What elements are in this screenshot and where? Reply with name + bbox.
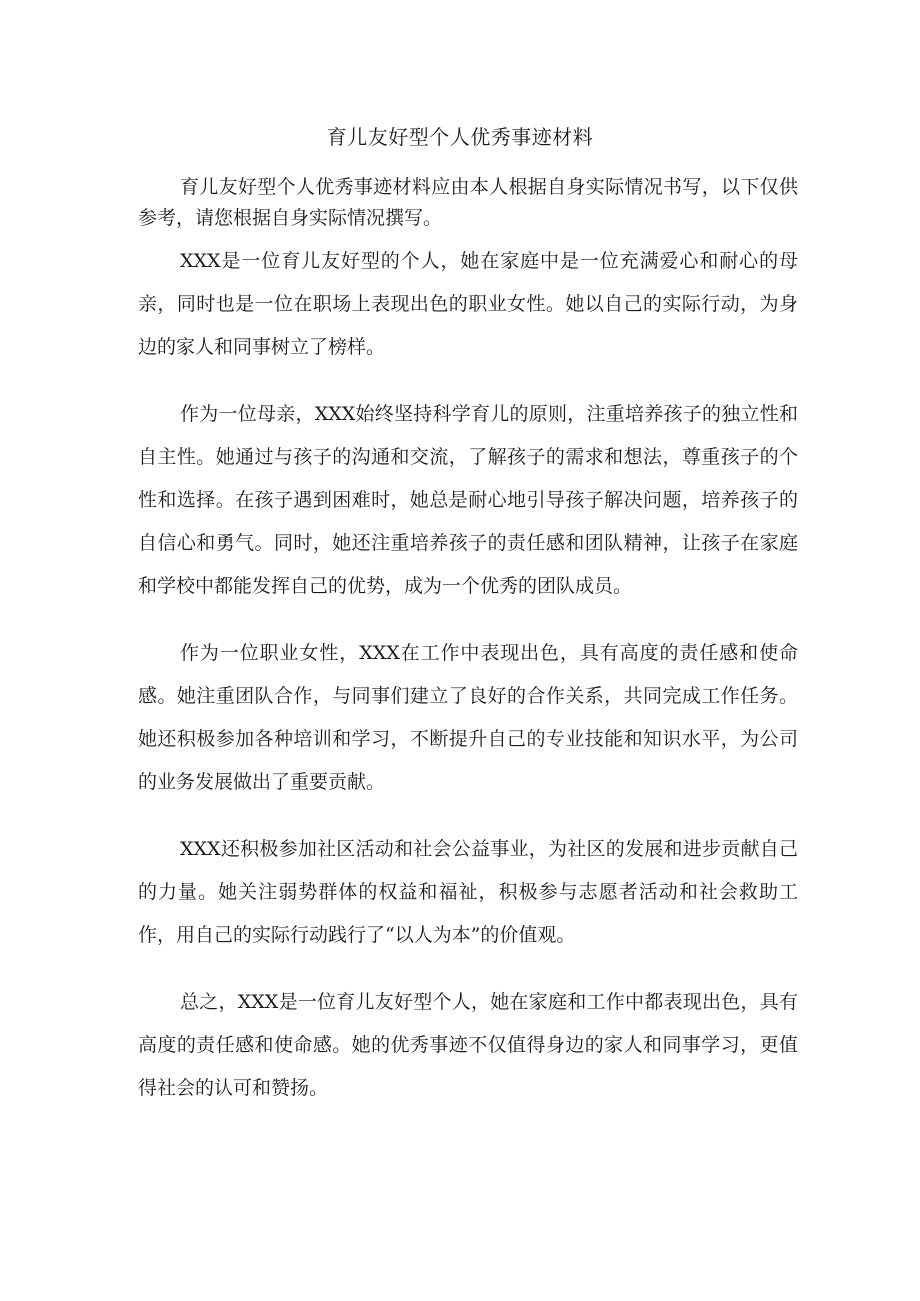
paragraph-career: 作为一位职业女性，XXX在工作中表现出色，具有高度的责任感和使命感。她注重团队合作，与同事们建立了良好的合作关系，共同完成工作任务。她还积极参加各种培训和学习，不断提升自己的专业技能和知识水平，为公司的业务发展做出了重要贡献。 (138, 642, 798, 793)
intro-note: 育儿友好型个人优秀事迹材料应由本人根据自身实际情况书写，以下仅供参考，请您根据自身实际情况撰写。 (138, 176, 798, 229)
paragraph-community: XXX还积极参加社区活动和社会公益事业，为社区的发展和进步贡献自己的力量。她关注弱势群体的权益和福祉，积极参与志愿者活动和社会救助工作，用自己的实际行动践行了“以人为本”的价值观。 (138, 838, 798, 946)
document-title: 育儿友好型个人优秀事迹材料 (326, 125, 594, 149)
paragraph-mother: 作为一位母亲，XXX始终坚持科学育儿的原则，注重培养孩子的独立性和自主性。她通过与孩子的沟通和交流，了解孩子的需求和想法，尊重孩子的个性和选择。在孩子遇到困难时，她总是耐心地引导孩子解决问题，培养孩子的自信心和勇气。同时，她还注重培养孩子的责任感和团队精神，让孩子在家庭和学校中都能发挥自己的优势，成为一个优秀的团队成员。 (138, 403, 798, 597)
paragraph-conclusion: 总之，XXX是一位育儿友好型个人，她在家庭和工作中都表现出色，具有高度的责任感和使命感。她的优秀事迹不仅值得身边的家人和同事学习，更值得社会的认可和赞扬。 (138, 991, 798, 1099)
document-body (138, 240, 798, 1134)
paragraph-introduction: XXX是一位育儿友好型的个人，她在家庭中是一位充满爱心和耐心的母亲，同时也是一位在职场上表现出色的职业女性。她以自己的实际行动，为身边的家人和同事树立了榜样。 (138, 250, 798, 358)
